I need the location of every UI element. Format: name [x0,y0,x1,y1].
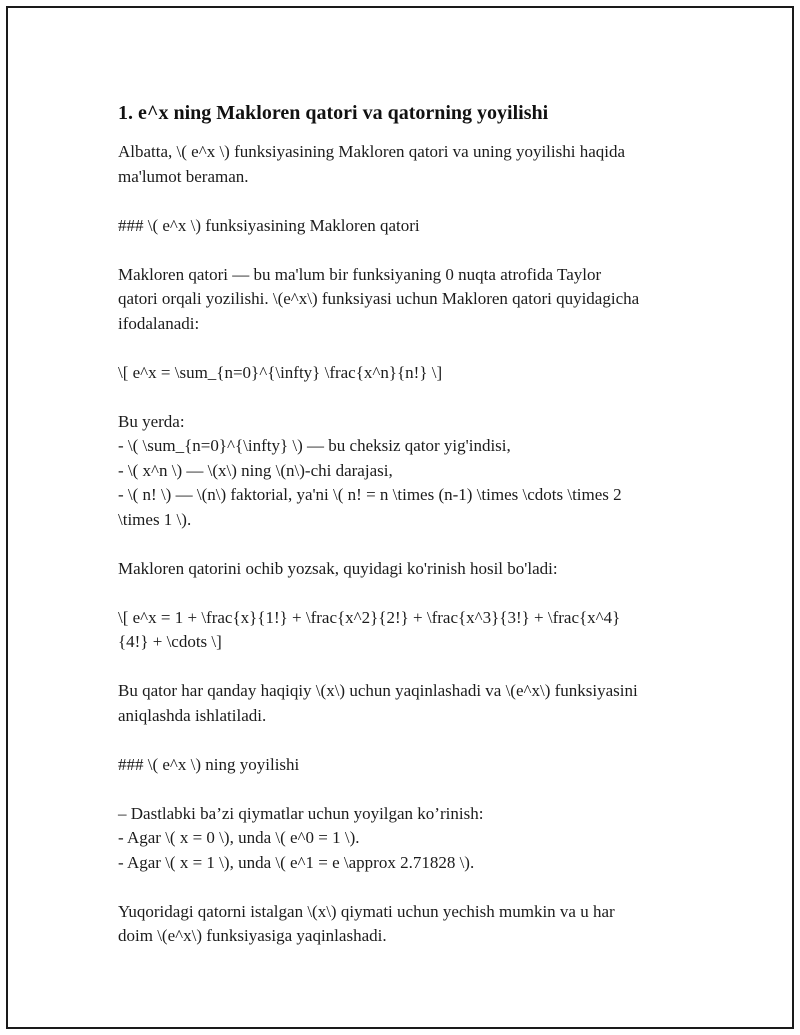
formula-series-expanded: \[ e^x = 1 + \frac{x}{1!} + \frac{x^2}{2!} + \frac{x^3}{3!} + \frac{x^4} {4!} + \cdots \] [118,607,621,651]
paragraph-values-list: – Dastlabki ba’zi qiymatlar uchun yoyilgan ko’rinish: - Agar \( x = 0 \), unda \( e^0 = 1 \). - Agar \( x = 1 \), unda \( e^1 = e \approx 2.71828 \). [118,803,484,872]
formula-series-sum: \[ e^x = \sum_{n=0}^{\infty} \frac{x^n}{n!} \] [118,362,443,382]
paragraph-intro: Albatta, \( e^x \) funksiyasining Makloren qatori va uning yoyilishi haqida ma'lumot beraman. [118,142,626,186]
paragraph-definition: Makloren qatori — bu ma'lum bir funksiyaning 0 nuqta atrofida Taylor qatori orqali yozilishi. \(e^x\) funksiyasi uchun Makloren qatori quyidagicha ifodalanadi: [118,264,640,333]
paragraph-conclusion: Yuqoridagi qatorni istalgan \(x\) qiymati uchun yechish mumkin va u har doim \(e^x\) funksiyasiga yaqinlashadi. [118,901,615,945]
paragraph-expanded-intro: Makloren qatorini ochib yozsak, quyidagi ko'rinish hosil bo'ladi: [118,558,558,578]
paragraph-explanation-list: Bu yerda: - \( \sum_{n=0}^{\infty} \) — bu cheksiz qator yig'indisi, - \( x^n \) — \(x\) ning \(n\)-chi darajasi, - \( n! \) — \(n\) faktorial, ya'ni \( n! = n \times (n-1) \times \cdots \times 2 \times 1 \). [118,411,622,529]
heading-expansion: ### \( e^x \) ning yoyilishi [118,754,300,774]
page-frame [6,6,794,1029]
document-title: 1. e^x ning Makloren qatori va qatorning yoyilishi [118,102,549,124]
document-body [118,100,678,949]
paragraph-convergence: Bu qator har qanday haqiqiy \(x\) uchun yaqinlashadi va \(e^x\) funksiyasini aniqlashda ishlatiladi. [118,681,638,725]
heading-maclaurin-series: ### \( e^x \) funksiyasining Makloren qatori [118,215,420,235]
